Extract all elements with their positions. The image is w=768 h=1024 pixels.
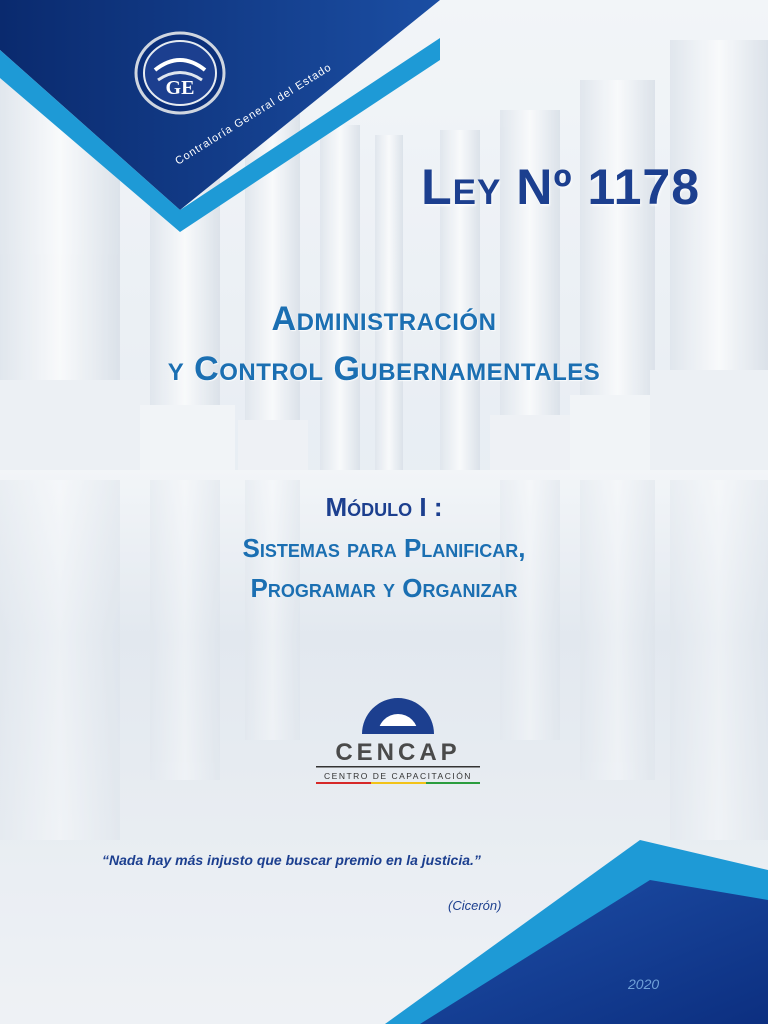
subtitle-line-2: y Control Gubernamentales: [167, 350, 601, 388]
publication-year: 2020: [628, 976, 660, 992]
quote-author: (Cicerón): [448, 898, 502, 913]
page-title: Ley Nº 1178: [421, 159, 700, 215]
cge-seal-icon: [133, 30, 227, 116]
cencap-tagline: CENTRO DE CAPACITACIÓN: [324, 771, 472, 781]
cencap-logo: [312, 696, 484, 792]
cencap-name: CENCAP: [335, 739, 461, 766]
svg-text:GE: GE: [165, 77, 195, 99]
quote-text: “Nada hay más injusto que buscar premio en la justicia.”: [102, 852, 481, 868]
module-line-2: Programar y Organizar: [250, 573, 518, 603]
subtitle-line-1: Administración: [271, 300, 497, 338]
cencap-logo-icon: [362, 698, 434, 734]
institution-name: Contraloría General del Estado: [173, 61, 335, 168]
module-title: Módulo I :: [325, 492, 443, 522]
module-line-1: Sistemas para Planificar,: [242, 533, 526, 563]
